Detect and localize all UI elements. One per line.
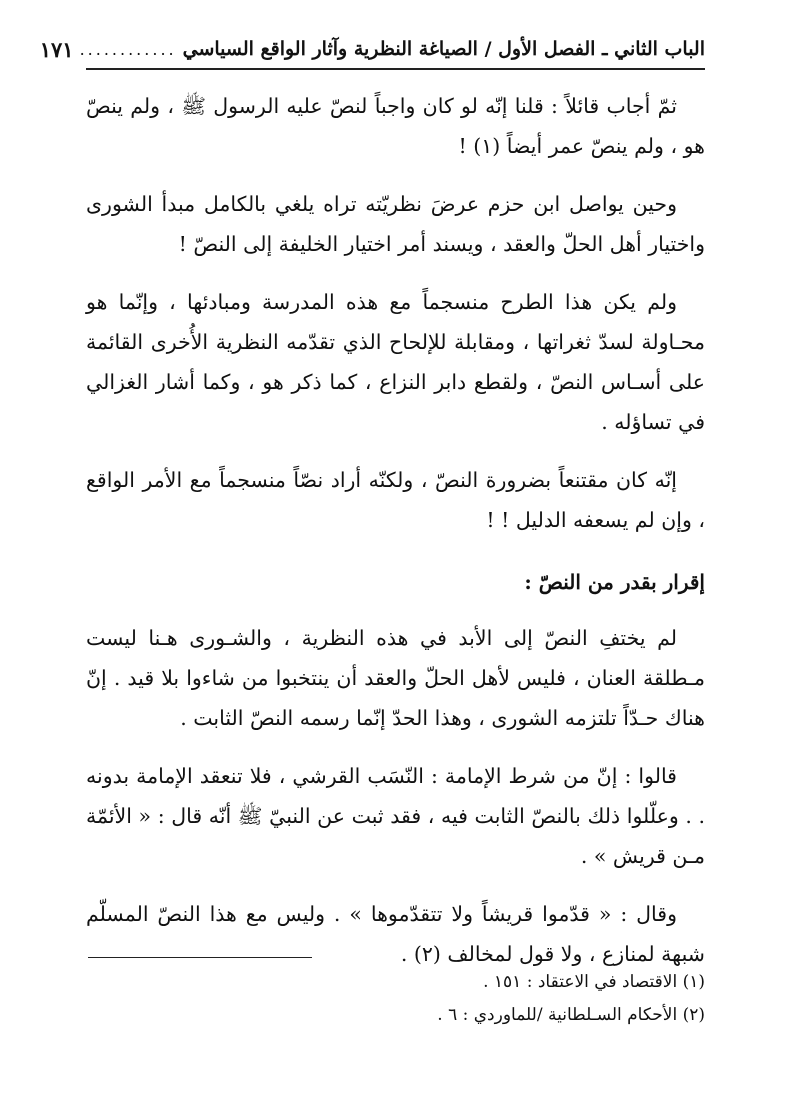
footnotes <box>86 966 705 1032</box>
paragraph: ثمّ أجاب قائلاً : قلنا إنّه لو كان واجباً لنصّ عليه الرسول ﷺ ، ولم ينصّ هو ، ولم ينصّ عمر أيضاً (١) ! <box>86 94 705 158</box>
paragraph: قالوا : إنّ من شرط الإمامة : النّسَب القرشي ، فلا تنعقد الإمامة بدونه . . وعلّلوا ذلك بالنصّ الثابت فيه ، فقد ثبت عن النبيّ ﷺ أنّه قال : « الأئمّة مـن قريش » . <box>86 764 705 868</box>
footnote: (١) الاقتصاد في الاعتقاد : ١٥١ . <box>483 972 705 992</box>
paragraph: ولم يكن هذا الطرح منسجماً مع هذه المدرسة ومبادئها ، وإنّما هو محـاولة لسدّ ثغراتها ، ومقابلة للإلحاح الذي تقدّمه النظرية الأُخرى القائمة على أسـاس النصّ ، ولقطع دابر النزاع ، كما ذكر هو ، وكما أشار الغزالي في تساؤله . <box>86 290 705 434</box>
paragraph: وحين يواصل ابن حزم عرضَ نظريّته تراه يلغي بالكامل مبدأ الشورى واختيار أهل الحلّ والعقد ، ويسند أمر اختيار الخليفة إلى النصّ ! <box>86 192 705 256</box>
page-number: ١٧١ <box>39 36 74 62</box>
paragraph: لم يختفِ النصّ إلى الأبد في هذه النظرية ، والشـورى هـنا ليست مـطلقة العنان ، فليس لأهل الحلّ والعقد أن ينتخبوا من شاءوا بلا قيد . إنّ هناك حـدّاً تلتزمه الشورى ، وهذا الحدّ إنّما رسمه النصّ الثابت . <box>86 626 705 730</box>
running-header <box>39 32 705 66</box>
footnote: (٢) الأحكام السـلطانية /للماوردي : ٦ . <box>437 1005 705 1025</box>
header-rule <box>86 68 705 70</box>
footnote-separator <box>88 957 312 958</box>
section-subheading: إقرار بقدر من النصّ : <box>524 570 705 594</box>
header-leader-dots: ............ <box>79 39 177 59</box>
page-body <box>86 86 705 992</box>
paragraph: إنّه كان مقتنعاً بضرورة النصّ ، ولكنّه أراد نصّاً منسجماً مع الأمر الواقع ، وإن لم يسعفه الدليل ! ! <box>86 468 705 532</box>
paragraph: وقال : « قدّموا قريشاً ولا تتقدّموها » . وليس مع هذا النصّ المسلّم شبهة لمنازع ، ولا قول لمخالف (٢) . <box>86 902 705 966</box>
header-title: الباب الثاني ـ الفصل الأول / الصياغة النظرية وآثار الواقع السياسي <box>182 38 705 60</box>
